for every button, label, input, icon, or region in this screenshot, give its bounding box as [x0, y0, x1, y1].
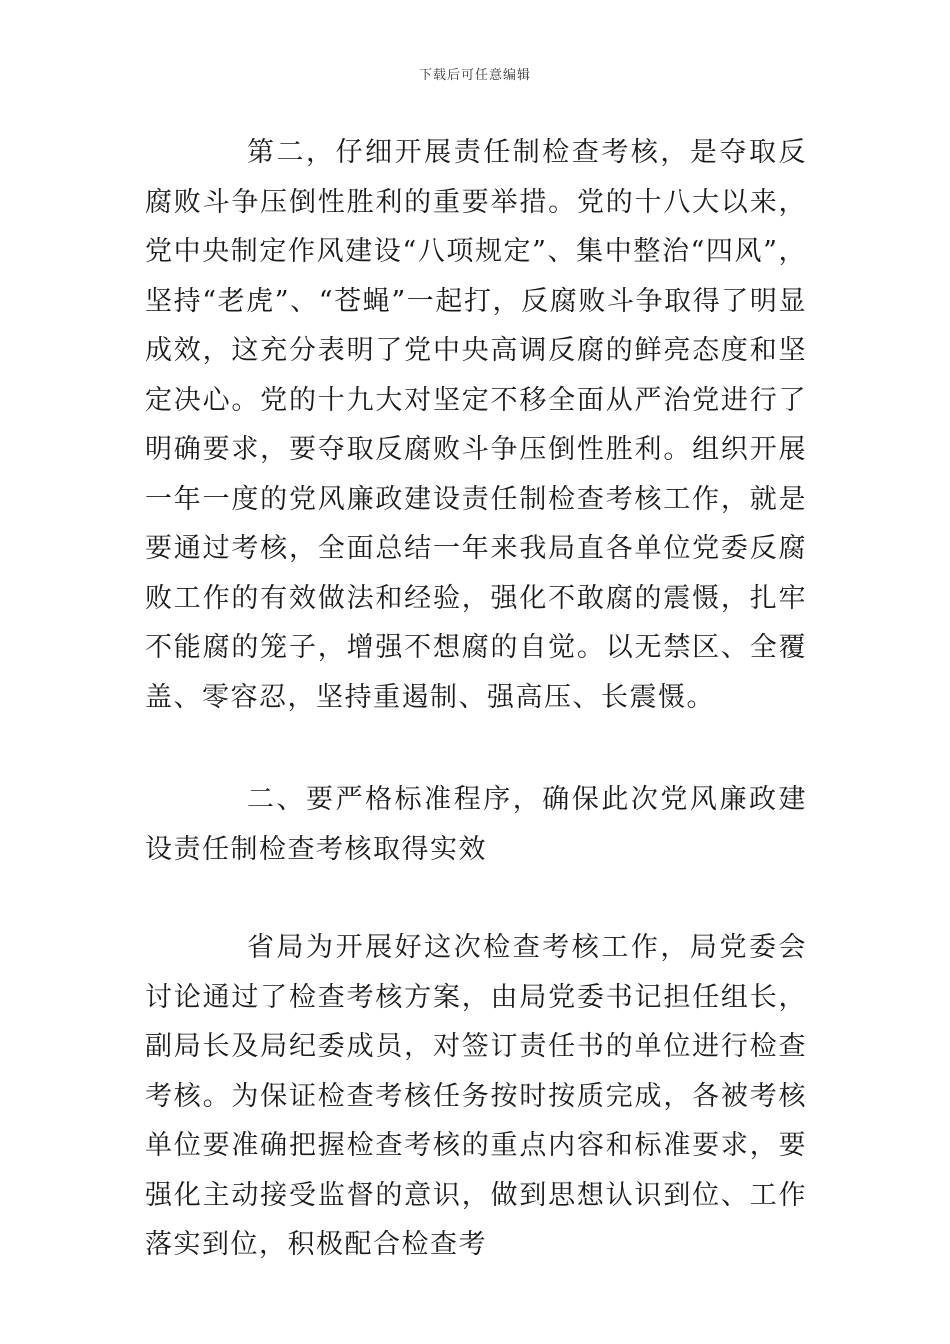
section-heading: 二、要严格标准程序，确保此次党风廉政建设责任制检查考核取得实效 [145, 784, 807, 865]
body-paragraph: 第二，仔细开展责任制检查考核，是夺取反腐败斗争压倒性胜利的重要举措。党的十八大以来，党中央制定作风建设“八项规定”、集中整治“四风”，坚持“老虎”、“苍蝇”一起打，反腐败斗争取得了明显成效，这充分表明了党中央高调反腐的鲜亮态度和坚定决心。党的十九大对坚定不移全面从严治党进行了明确要求，要夺取反腐败斗争压倒性胜利。组织开展一年一度的党风廉政建设责任制检查考核工作，就是要通过考核，全面总结一年来我局直各单位党委反腐败工作的有效做法和经验，强化不敢腐的震慑，扎牢不能腐的笼子，增强不想腐的自觉。以无禁区、全覆盖、零容忍，坚持重遏制、强高压、长震慑。 [145, 137, 807, 713]
body-paragraph: 省局为开展好这次检查考核工作，局党委会讨论通过了检查考核方案，由局党委书记担任组长，副局长及局纪委成员，对签订责任书的单位进行检查考核。为保证检查考核任务按时按质完成，各被考核单位要准确把握检查考核的重点内容和标准要求，要强化主动接受监督的意识，做到思想认识到位、工作落实到位，积极配合检查考 [145, 932, 807, 1260]
page-header: 下载后可任意编辑 [418, 68, 531, 83]
